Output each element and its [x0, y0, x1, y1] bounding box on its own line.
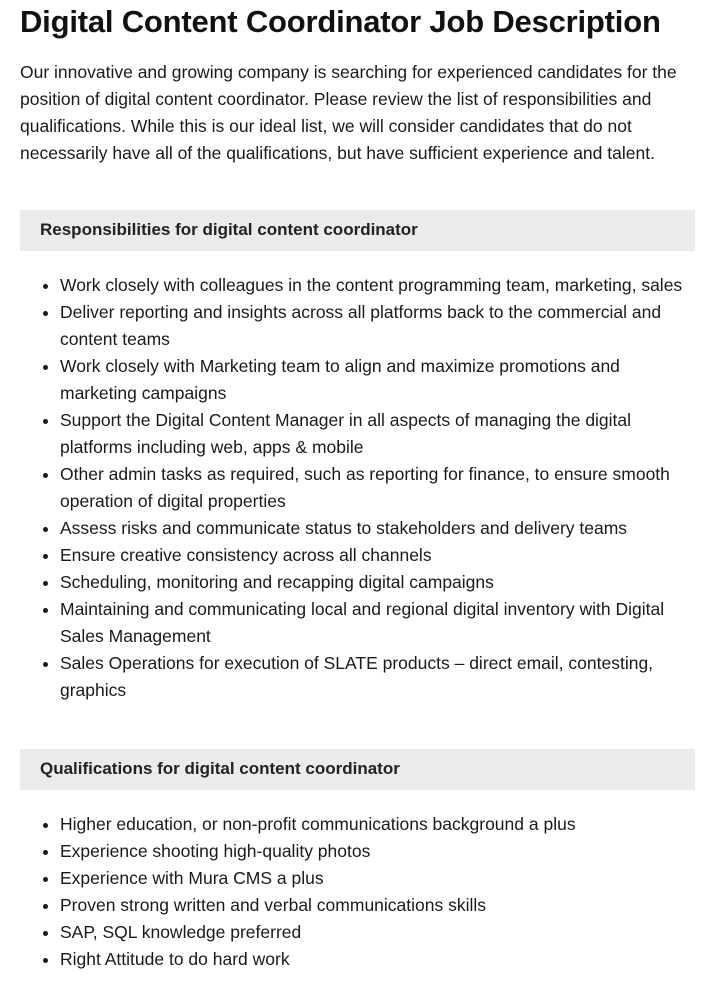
intro-paragraph: Our innovative and growing company is searching for experienced candidates for the position of digital content coordinator. Please review the list of responsibilities and qualifications. While this is our ideal list, we will consider candidates that do not necessarily have all of the qualifications, but have sufficient experience and talent. — [20, 62, 677, 163]
list-item: • Assess risks and communicate status to stakeholders and delivery teams — [60, 515, 696, 542]
list-item: • Sales Operations for execution of SLATE products – direct email, contesting, graphics — [60, 650, 696, 704]
responsibilities-list — [20, 272, 696, 704]
list-item: • Support the Digital Content Manager in all aspects of managing the digital platforms including web, apps & mobile — [60, 407, 696, 461]
list-item: • SAP, SQL knowledge preferred — [60, 919, 696, 946]
list-item: • Work closely with colleagues in the content programming team, marketing, sales — [60, 272, 696, 299]
responsibilities-heading: Responsibilities for digital content coordinator — [40, 220, 418, 239]
qualifications-list — [20, 811, 696, 973]
list-item: • Experience with Mura CMS a plus — [60, 865, 696, 892]
list-item: • Ensure creative consistency across all channels — [60, 542, 696, 569]
list-item: • Scheduling, monitoring and recapping digital campaigns — [60, 569, 696, 596]
list-item: • Other admin tasks as required, such as reporting for finance, to ensure smooth operation of digital properties — [60, 461, 696, 515]
list-item: • Higher education, or non-profit communications background a plus — [60, 811, 696, 838]
list-item: • Maintaining and communicating local and regional digital inventory with Digital Sales Management — [60, 596, 696, 650]
page-title: Digital Content Coordinator Job Description — [20, 4, 661, 39]
list-item: • Work closely with Marketing team to align and maximize promotions and marketing campaigns — [60, 353, 696, 407]
qualifications-section-header — [20, 749, 695, 790]
list-item: • Deliver reporting and insights across all platforms back to the commercial and content teams — [60, 299, 696, 353]
list-item: • Proven strong written and verbal communications skills — [60, 892, 696, 919]
responsibilities-section-header — [20, 210, 695, 251]
qualifications-heading: Qualifications for digital content coordinator — [40, 759, 400, 778]
list-item: • Experience shooting high-quality photos — [60, 838, 696, 865]
list-item: • Right Attitude to do hard work — [60, 946, 696, 973]
